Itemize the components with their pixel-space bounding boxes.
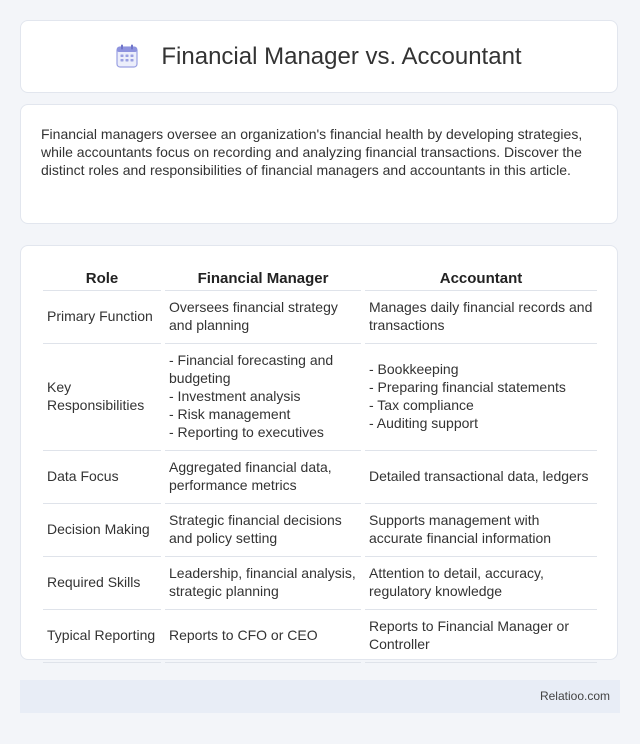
row-financial-manager-cell: Reports to CFO or CEO (165, 610, 361, 663)
table-row (43, 610, 597, 663)
table-row (43, 504, 597, 557)
description-card (20, 104, 618, 224)
row-role-cell: Decision Making (43, 504, 161, 557)
footer-bar (20, 680, 620, 713)
table-body (43, 291, 597, 663)
table-row (43, 344, 597, 451)
row-role-cell: Data Focus (43, 451, 161, 504)
title-card (20, 20, 618, 93)
row-financial-manager-cell: Oversees financial strategy and planning (165, 291, 361, 344)
row-accountant-cell: Supports management with accurate financial information (365, 504, 597, 557)
comparison-card (20, 245, 618, 660)
table-row (43, 291, 597, 344)
row-financial-manager-cell: - Financial forecasting and budgeting - Investment analysis - Risk management - Reporting to executives (165, 344, 361, 451)
header-accountant: Accountant (365, 264, 597, 291)
intro-paragraph: Financial managers oversee an organization's financial health by developing strategies, while accountants focus on recording and analyzing financial transactions. Discover the distinct roles and responsibilities of financial managers and accountants in this article. (41, 126, 583, 178)
page-title: Financial Manager vs. Accountant (161, 42, 522, 70)
header-financial-manager: Financial Manager (165, 264, 361, 291)
footer-brand: Relatioo.com (539, 689, 610, 703)
row-accountant-cell: Manages daily financial records and transactions (365, 291, 597, 344)
table-header-row (43, 264, 597, 291)
calendar-icon (116, 44, 138, 68)
comparison-table (39, 264, 601, 663)
row-financial-manager-cell: Aggregated financial data, performance metrics (165, 451, 361, 504)
row-accountant-cell: Reports to Financial Manager or Controller (365, 610, 597, 663)
header-role: Role (43, 264, 161, 291)
row-accountant-cell: Detailed transactional data, ledgers (365, 451, 597, 504)
row-accountant-cell: - Bookkeeping - Preparing financial statements - Tax compliance - Auditing support (365, 344, 597, 451)
table-row (43, 451, 597, 504)
row-role-cell: Key Responsibilities (43, 344, 161, 451)
row-financial-manager-cell: Leadership, financial analysis, strategic planning (165, 557, 361, 610)
row-role-cell: Typical Reporting (43, 610, 161, 663)
row-role-cell: Primary Function (43, 291, 161, 344)
table-row (43, 557, 597, 610)
row-role-cell: Required Skills (43, 557, 161, 610)
row-accountant-cell: Attention to detail, accuracy, regulatory knowledge (365, 557, 597, 610)
row-financial-manager-cell: Strategic financial decisions and policy setting (165, 504, 361, 557)
title-wrap (116, 43, 521, 71)
